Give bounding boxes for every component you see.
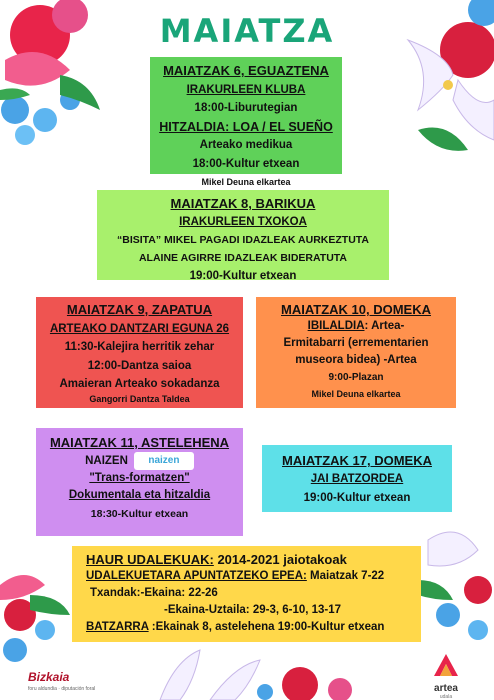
flower-decoration-bottom-right (418, 520, 494, 660)
camp-meeting-line (86, 619, 421, 636)
camp-heading-line (86, 551, 421, 568)
event-title: IRAKURLEEN TXOKOA (179, 216, 307, 228)
naizen-logo: naizen (134, 452, 194, 470)
event-box-may-17 (262, 445, 452, 512)
event-organizer: Mikel Deuna elkartea (201, 177, 291, 187)
event-box-may-6 (150, 57, 342, 187)
camp-shifts-2: -Ekaina-Uztaila: 29-3, 6-10, 13-17 (164, 604, 342, 616)
event-organizer: Mikel Deuna elkartea (311, 389, 401, 399)
event-time: 12:00-Dantza saioa (87, 359, 192, 372)
camp-shifts: Txandak:-Ekaina: 22-26 (90, 587, 218, 599)
event-detail: Ermitabarri (errementarien (283, 337, 429, 349)
event-box-may-11 (36, 428, 243, 536)
event-detail: Arteako medikua (199, 139, 293, 151)
event-box-may-10 (256, 297, 456, 408)
camp-registration-line (86, 568, 421, 585)
artea-a-icon (432, 652, 460, 678)
event-title-line (256, 318, 456, 335)
flower-decoration-bottom-center (140, 640, 370, 700)
bizkaia-logo-sub: foru aldundia · diputación foral (28, 686, 96, 692)
event-box-may-9 (36, 297, 243, 408)
bizkaia-logo (28, 668, 95, 692)
event-time: 18:30-Kultur etxean (90, 508, 189, 521)
event-time: 18:00-Liburutegian (194, 102, 298, 114)
event-heading: MAIATZAK 9, ZAPATUA (66, 302, 213, 317)
event-detail: : Artea- (364, 320, 405, 332)
event-time: 19:00-Kultur etxean (303, 492, 411, 504)
event-detail: ALAINE AGIRRE IDAZLEAK BIDERATUTA (138, 252, 348, 264)
event-time: 18:00-Kultur etxean (192, 157, 300, 170)
camp-heading: HAUR UDALEKUAK: (86, 552, 214, 567)
event-time: 9:00-Plazan (328, 372, 384, 383)
summer-camp-box (72, 546, 421, 642)
flower-decoration-bottom-left (0, 555, 80, 675)
bizkaia-logo-name: Bizkaia (28, 670, 70, 684)
event-heading: MAIATZAK 11, ASTELEHENA (49, 435, 230, 450)
artea-logo-sub: udala (439, 694, 453, 700)
camp-ages: 2014-2021 jaiotakoak (213, 552, 347, 567)
event-heading: MAIATZAK 17, DOMEKA (282, 453, 432, 468)
camp-registration-label: UDALEKUETARA APUNTATZEKO EPEA: (86, 570, 307, 582)
event-time: 19:00-Kultur etxean (189, 270, 297, 282)
camp-registration-dates: Maiatzak 7-22 (306, 570, 385, 582)
event-organizer: Gangorri Dantza Taldea (89, 393, 190, 404)
event-title: HITZALDIA: LOA / EL SUEÑO (159, 119, 333, 134)
event-detail: "Trans-formatzen" (89, 472, 190, 485)
event-heading: MAIATZAK 8, BARIKUA (170, 196, 316, 211)
event-title: IRAKURLEEN KLUBA (186, 83, 306, 96)
artea-logo (432, 652, 460, 700)
camp-meeting-label: BATZARRA (86, 621, 149, 633)
event-title: ARTEAKO DANTZARI EGUNA 26 (49, 322, 230, 335)
event-detail: museora bidea) -Artea (295, 354, 417, 366)
event-detail: Amaieran Arteako sokadanza (59, 378, 220, 390)
camp-meeting-detail: :Ekainak 8, astelehena 19:00-Kultur etxean (148, 621, 385, 633)
event-title: JAI BATZORDEA (310, 473, 404, 485)
event-heading: MAIATZAK 10, DOMEKA (281, 302, 431, 317)
event-detail: “BISITA” MIKEL PAGADI IDAZLEAK AURKEZTUTA (117, 234, 369, 246)
page-title: MAIATZA (159, 12, 335, 50)
event-time: 11:30-Kalejira herritik zehar (64, 341, 215, 353)
event-title-line (36, 452, 243, 471)
event-heading: MAIATZAK 6, EGUAZTENA (163, 63, 329, 78)
artea-logo-name: artea (434, 683, 458, 694)
event-title: NAIZEN (85, 455, 128, 468)
event-box-may-8 (97, 190, 389, 280)
event-title: IBILALDIA (307, 320, 365, 332)
event-detail: Dokumentala eta hitzaldia (68, 489, 211, 502)
